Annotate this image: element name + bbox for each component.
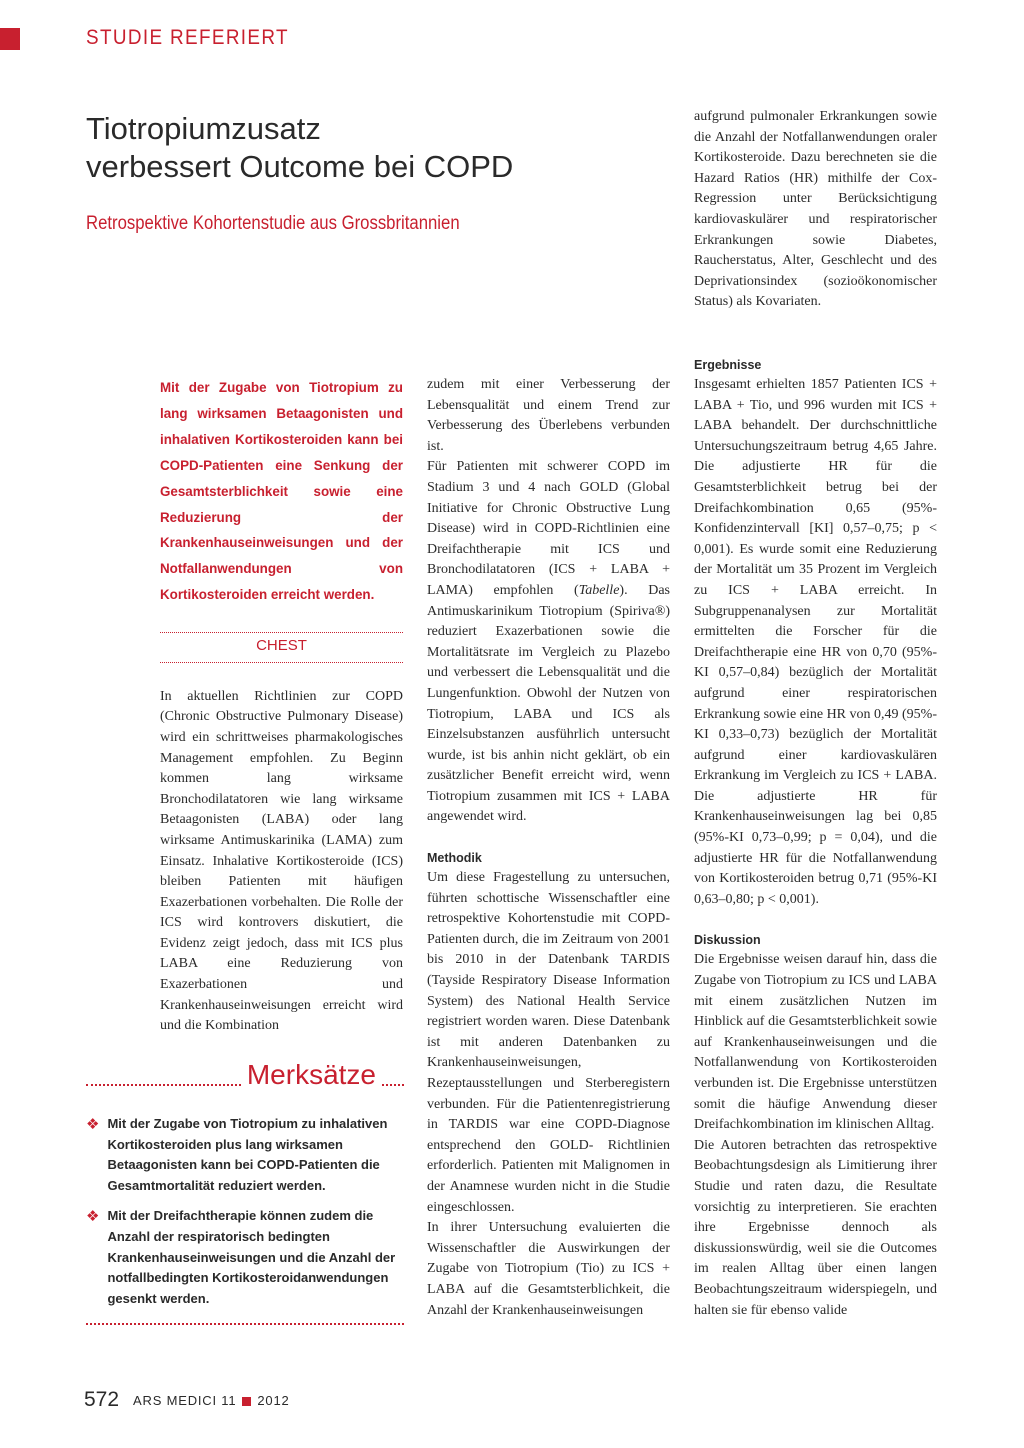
heading-methodik: Methodik bbox=[427, 851, 482, 866]
dotted-rule bbox=[86, 1084, 241, 1086]
page-number: 572 bbox=[84, 1388, 120, 1411]
page-footer bbox=[84, 1388, 290, 1412]
list-item bbox=[86, 1114, 404, 1196]
merksaetze-list bbox=[86, 1114, 404, 1309]
merksatz-text: Mit der Zugabe von Tiotropium zu inhalativen Kortikosteroiden plus lang wirksamen Betaagonisten kann bei COPD-Patienten die Gesamtmortalität reduziert werden. bbox=[107, 1116, 388, 1193]
column-middle bbox=[427, 375, 670, 1321]
journal-issue bbox=[133, 1393, 289, 1408]
paragraph-diskussion-2: Die Autoren betrachten das retrospektive Beobachtungsdesign als Limitierung ihrer Studie und raten dazu, die Resultate vorsichtig zu interpretieren. Sie erachten ihre Ergebnisse dennoch als diskussionswürdig, weil sie die Outcomes im realen Alltag über einen langen Beobachtungszeitraum widerspiegeln, und halten sie für ebenso valide bbox=[694, 1137, 937, 1318]
paragraph-methodik-1: Um diese Fragestellung zu untersuchen, führten schottische Wissenschaftler eine retrospektive Kohortenstudie mit COPD-Patienten durch, die im Zeitraum von 2001 bis 2010 in der Datenbank TARDIS (Tayside Respiratory Disease Information System) des National Health Service registriert worden waren. Diese Datenbank ist mit anderen Datenbanken zu Krankenhauseinweisungen, Rezeptausstellungen und Sterberegistern verbunden. Für die Patientenregistrierung in TARDIS war eine COPD-Diagnose entsprechend den GOLD- Richtlinien erforderlich. Patienten mit Malignomen in der Anamnese wurden nicht in die Studie eingeschlossen. bbox=[427, 870, 670, 1215]
lead-paragraph: Mit der Zugabe von Tiotropium zu lang wirksamen Betaagonisten und inhalativen Kortikosteroiden kann bei COPD-Patienten eine Senkung der Gesamtsterblichkeit sowie eine Reduzierung der Krankenhauseinweisungen und der Notfallanwendungen von Kortikosteroiden erreicht werden. bbox=[160, 380, 403, 603]
heading-diskussion: Diskussion bbox=[694, 933, 761, 948]
source-box bbox=[160, 632, 403, 663]
paragraph-methodik-2: In ihrer Untersuchung evaluierten die Wissenschaftler die Auswirkungen der Zugabe von Tiotropium (Tio) zu ICS + LABA auf die Gesamtsterblichkeit, die Anzahl der Krankenhauseinweisungen bbox=[427, 1220, 670, 1318]
paragraph-diskussion-1: Die Ergebnisse weisen darauf hin, dass die Zugabe von Tiotropium zu ICS und LABA mit einem zusätzlichen Nutzen im Hinblick auf die Gesamtsterblichkeit sowie auf Krankenhauseinweisungen und die Notfallanwendung von Kortikosteroiden verbunden ist. Die Ergebnisse unterstützen somit die häufige Anwendung dieser Dreifachkombination im klinischen Alltag. bbox=[694, 952, 937, 1133]
diamond-bullet-icon: ❖ bbox=[86, 1207, 100, 1226]
paragraph-mid-2 bbox=[427, 457, 670, 828]
column-left bbox=[160, 375, 403, 1037]
heading-ergebnisse: Ergebnisse bbox=[694, 358, 762, 372]
section-marker bbox=[0, 28, 20, 50]
paragraph-mid-1: zudem mit einer Verbesserung der Lebensqualität und einem Trend zur Verbesserung des Überlebens verbunden ist. bbox=[427, 377, 670, 454]
diamond-bullet-icon: ❖ bbox=[86, 1115, 100, 1133]
text-run: Für Patienten mit schwerer COPD im Stadium 3 und 4 nach GOLD (Global Initiative for Chronic Obstructive Lung Disease) wird in COPD-Richtlinien eine Dreifachtherapie mit ICS und Bronchodilatatoren (ICS + LABA + LAMA) empfohlen ( bbox=[427, 459, 670, 598]
text-run: ). Das Antimuskarinikum Tiotropium (Spiriva®) reduziert Exazerbationen sowie die Mortalitätsrate im Vergleich zu Plazebo und verbessert die Lebensqualität und die Lungenfunktion. Obwohl der Nutzen von Tiotropium, LABA und ICS als Einzelsubstanzen ausführlich untersucht wurde, ist bis anhin nicht geklärt, ob ein zusätzlicher Benefit erreicht wird, wenn Tiotropium zusammen mit ICS + LABA angewendet wird. bbox=[427, 582, 670, 825]
paragraph-ergebnisse: Insgesamt erhielten 1857 Patienten ICS + LABA + Tio, und 996 wurden mit ICS + LABA behandelt. Der durchschnittliche Untersuchungszeitraum betrug 4,65 Jahre. Die adjustierte HR für die Gesamtsterblichkeit betrug bei der Dreifachkombination 0,65 (95%-Konfidenzintervall [KI] 0,57–0,75; p < 0,001). Es wurde somit eine Reduzierung der Mortalität um 35 Prozent im Vergleich zu ICS + LABA erreicht. In Subgruppenanalysen zur Mortalität ermittelten die Forscher für die Dreifachtherapie eine HR von 0,70 (95%-KI 0,57–0,84) bezüglich der Mortalität aufgrund einer respiratorischen Erkrankung sowie eine HR von 0,49 (95%-KI 0,33–0,73) bezüglich der Mortalität aufgrund einer kardiovaskulären Erkrankung im Vergleich zu ICS + LABA. Die adjustierte HR für Krankenhauseinweisungen lag bei 0,85 (95%-KI 0,73–0,99; p = 0,04), und die adjustierte HR für die Notfallanwendung von Kortikosteroiden betrug 0,71 (95%-KI 0,63–0,80; p < 0,001). bbox=[694, 377, 938, 907]
article-title bbox=[86, 110, 646, 186]
source-label: CHEST bbox=[256, 637, 307, 655]
square-separator-icon bbox=[242, 1397, 251, 1406]
dotted-rule bbox=[86, 1323, 404, 1325]
list-item bbox=[86, 1206, 404, 1309]
merksaetze-title: Merksätze bbox=[246, 1059, 376, 1090]
column-right-top bbox=[694, 107, 937, 313]
title-line-1: Tiotropiumzusatz bbox=[86, 111, 321, 146]
journal-name: ARS MEDICI 11 bbox=[133, 1392, 237, 1408]
article-subtitle: Retrospektive Kohortenstudie aus Grossbritannien bbox=[86, 213, 460, 234]
journal-year: 2012 bbox=[257, 1392, 290, 1408]
intro-paragraph: In aktuellen Richtlinien zur COPD (Chronic Obstructive Pulmonary Disease) wird ein schrittweises pharmakologisches Management empfohlen. Zu Beginn kommen lang wirksame Bronchodilatatoren wie lang wirksame Betaagonisten (LABA) oder lang wirksame Antimuskarinika (LAMA) zum Einsatz. Inhalative Kortikosteroide (ICS) bleiben Patienten mit häufigen Exazerbationen vorbehalten. Die Rolle der ICS wird kontrovers diskutiert, die Evidenz zeigt jedoch, dass mit ICS plus LABA eine Reduzierung von Exazerbationen und Krankenhauseinweisungen erreicht wird und die Kombination bbox=[160, 688, 403, 1034]
section-label: STUDIE REFERIERT bbox=[86, 26, 289, 49]
merksaetze-box bbox=[86, 1058, 404, 1325]
merksaetze-header bbox=[86, 1058, 404, 1092]
title-line-2: verbessert Outcome bei COPD bbox=[86, 149, 514, 184]
paragraph-right-top: aufgrund pulmonaler Erkrankungen sowie die Anzahl der Notfallanwendungen oraler Kortikosteroide. Dazu berechneten sie die Hazard Ratios (HR) mithilfe der Cox-Regression unter Berücksichtigung kardiovaskulärer und respiratorischer Erkrankungen sowie Diabetes, Raucherstatus, Alter, Geschlecht und des Deprivationsindex (sozioökonomischer Status) als Kovariaten. bbox=[694, 109, 937, 310]
table-reference: Tabelle bbox=[578, 582, 620, 598]
merksatz-text: Mit der Dreifachtherapie können zudem die Anzahl der respiratorisch bedingten Krankenhauseinweisungen und die Anzahl der notfallbedingten Kortikosteroidanwendungen gesenkt werden. bbox=[107, 1208, 396, 1306]
column-right bbox=[694, 355, 937, 1321]
dotted-rule bbox=[382, 1084, 404, 1086]
